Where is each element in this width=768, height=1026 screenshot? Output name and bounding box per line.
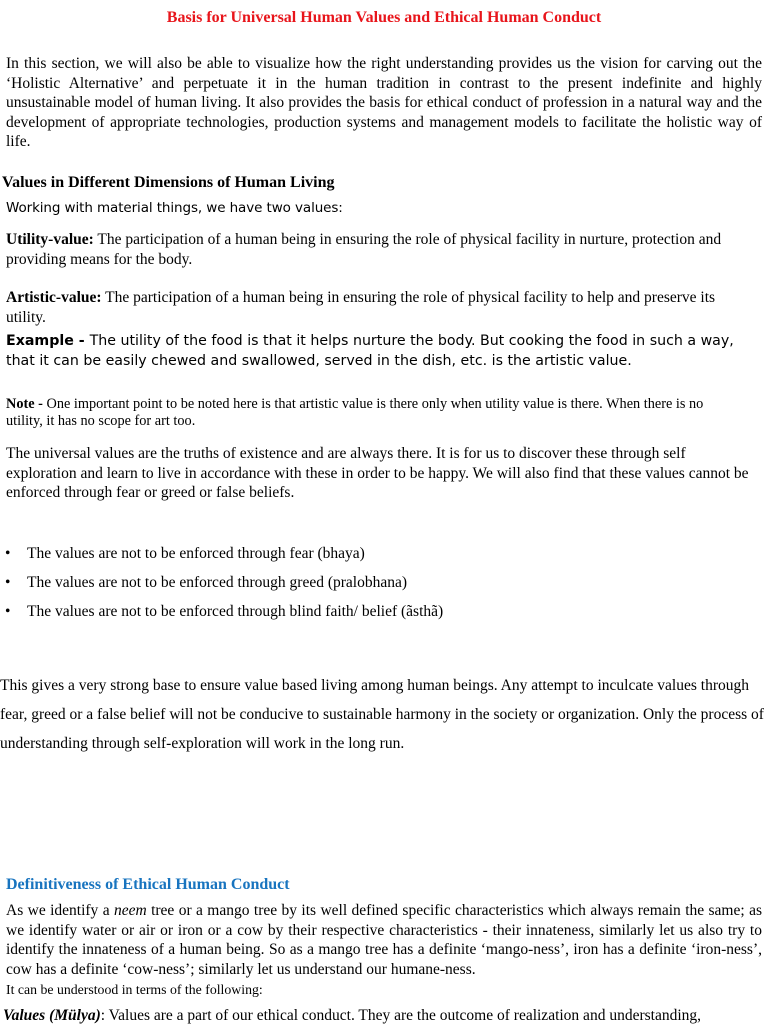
bullet-glyph: • bbox=[5, 574, 11, 591]
values-bullet-list bbox=[0, 544, 760, 631]
page-title: Basis for Universal Human Values and Ethical Human Conduct bbox=[166, 9, 602, 26]
list-item: • The values are not to be enforced through blind faith/ belief (ãsthã) bbox=[5, 603, 444, 620]
strong-base-paragraph: This gives a very strong base to ensure value based living among human beings. Any attempt to inculcate values through fear, greed or a false belief will not be conducive to sustainable harmony in the society or organization. Only the process of understanding through self-exploration will work in the long run. bbox=[0, 677, 764, 752]
artistic-value-paragraph bbox=[6, 288, 758, 327]
section-heading-definitiveness: Definitiveness of Ethical Human Conduct bbox=[6, 876, 290, 893]
values-mulya-paragraph bbox=[3, 1006, 763, 1026]
note-text: One important point to be noted here is that artistic value is there only when utility value is there. When there is no utility, it has no scope for art too. bbox=[6, 396, 704, 429]
list-item: • The values are not to be enforced through greed (pralobhana) bbox=[5, 574, 408, 591]
understood-lead: It can be understood in terms of the following: bbox=[6, 982, 263, 997]
values-mulya-text: : Values are a part of our ethical conduct. They are the outcome of realization and understanding, bbox=[100, 1007, 702, 1024]
bullet-glyph: • bbox=[5, 545, 11, 562]
two-values-lead: Working with material things, we have two values: bbox=[6, 200, 343, 216]
artistic-value-label: Artistic-value: bbox=[6, 289, 102, 306]
list-item: • The values are not to be enforced through fear (bhaya) bbox=[5, 545, 365, 562]
innateness-paragraph: As we identify a neem tree or a mango tree by its well defined specific characteristics which always remain the same; as we identify water or air or iron or a cow by their respective characteristics - their innateness, similarly let us also try to identify the innateness of a human being. So as a mango tree has a definite ‘mango-ness’, iron has a definite ‘iron-ness’, cow has a definite ‘cow-ness’; similarly let us understand our humane-ness. bbox=[6, 902, 762, 978]
utility-value-label: Utility-value: bbox=[6, 231, 94, 248]
bullet-glyph: • bbox=[5, 603, 11, 620]
example-paragraph bbox=[6, 332, 758, 371]
example-label: Example - bbox=[6, 333, 90, 349]
intro-paragraph: In this section, we will also be able to visualize how the right understanding provides us the vision for carving out the ‘Holistic Alternative’ and perpetuate it in the human tradition in contrast to the present indefinite and highly unsustainable model of human living. It also provides the basis for ethical conduct of profession in a natural way and the development of appropriate technologies, production systems and management models to facilitate the holistic way of life. bbox=[6, 55, 762, 150]
utility-value-text: The participation of a human being in ensuring the role of physical facility in nurture, protection and providing means for the body. bbox=[6, 231, 722, 268]
values-mulya-label: Values (Mülya) bbox=[3, 1007, 101, 1024]
artistic-value-text: The participation of a human being in ensuring the role of physical facility to help and preserve its utility. bbox=[6, 289, 716, 326]
utility-value-paragraph bbox=[6, 230, 758, 269]
neem-italic: neem bbox=[113, 902, 147, 919]
note-paragraph bbox=[6, 396, 718, 430]
section-heading-values: Values in Different Dimensions of Human Living bbox=[2, 174, 335, 191]
note-label: Note - bbox=[6, 396, 47, 412]
universal-values-paragraph: The universal values are the truths of existence and are always there. It is for us to discover these through self exploration and learn to live in accordance with these in order to be happy. We will also find that these values cannot be enforced through fear or greed or false beliefs. bbox=[6, 445, 749, 501]
example-text: The utility of the food is that it helps nurture the body. But cooking the food in such a way, that it can be easily chewed and swallowed, served in the dish, etc. is the artistic value. bbox=[6, 333, 734, 369]
